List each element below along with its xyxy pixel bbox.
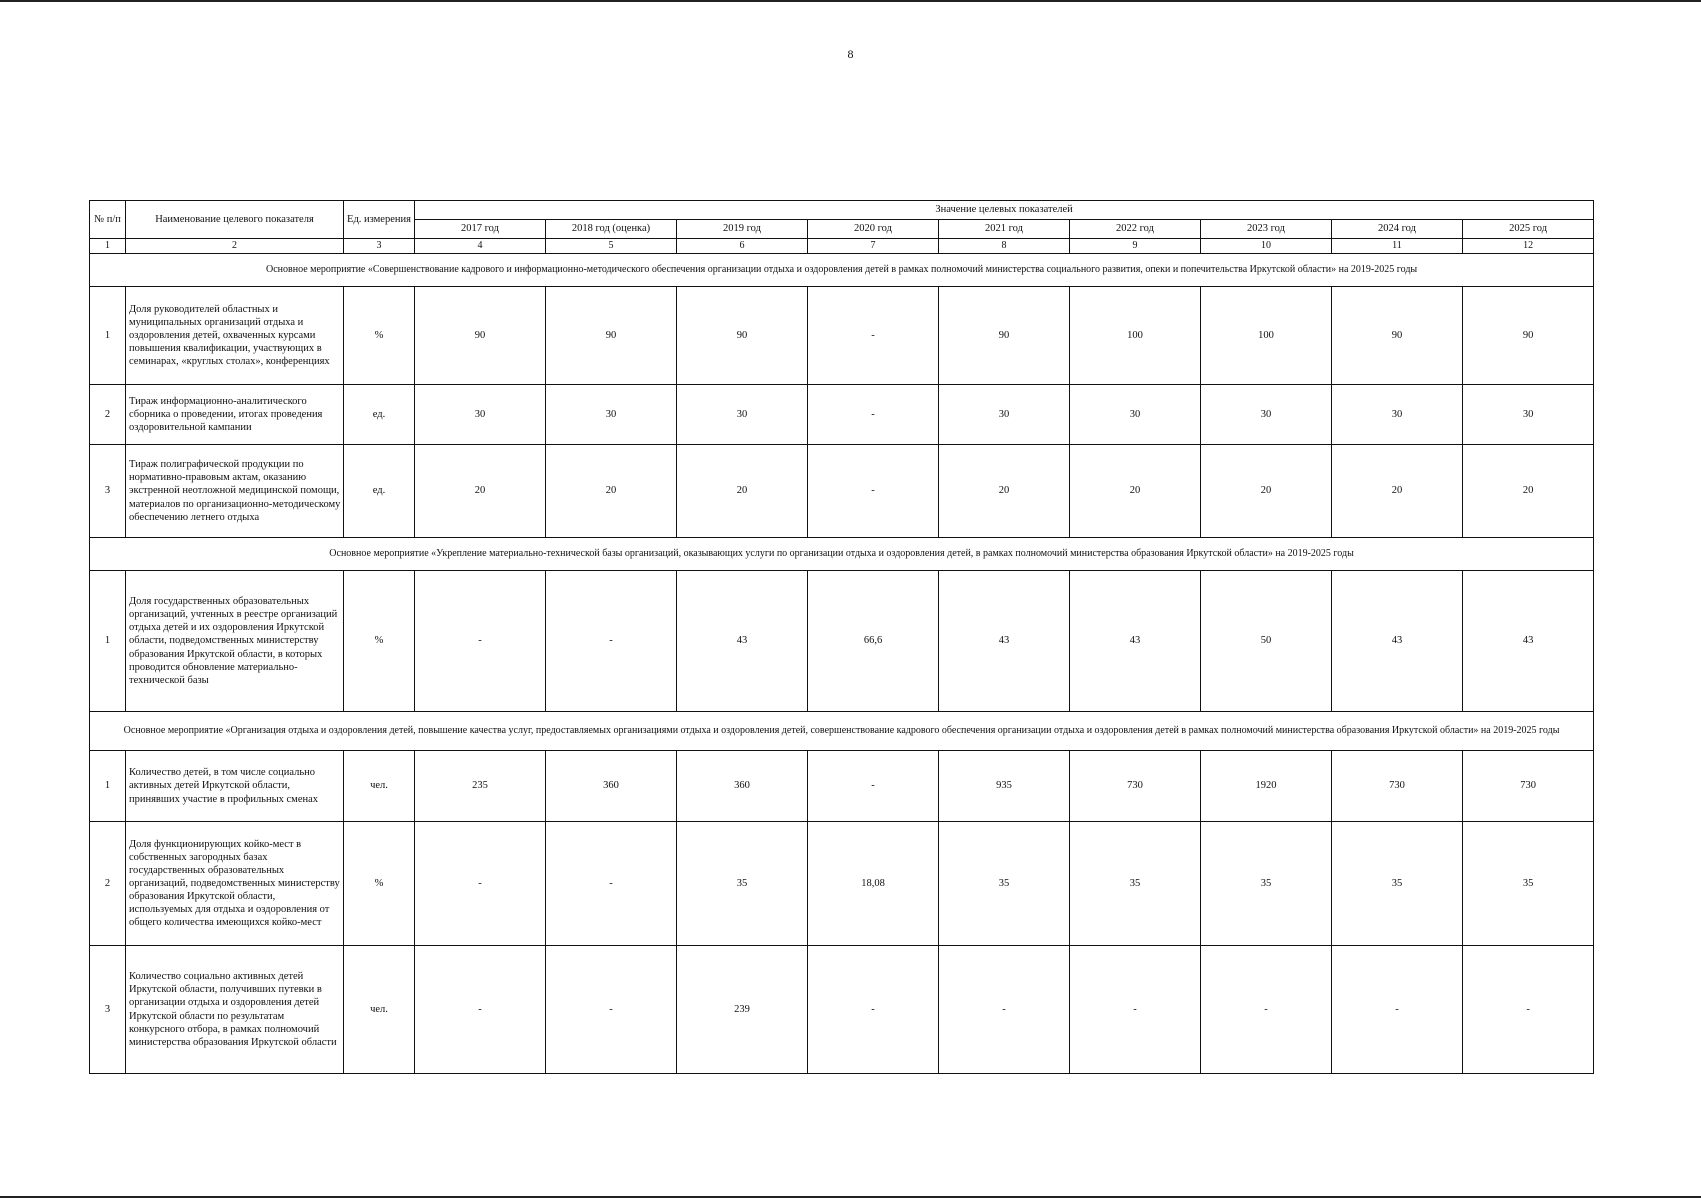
value-cell: -	[546, 822, 677, 946]
value-cell: 35	[1070, 822, 1201, 946]
header-values: Значение целевых показателей	[415, 201, 1594, 220]
value-cell: 20	[1201, 445, 1332, 538]
value-cell: 100	[1201, 287, 1332, 385]
value-cell: -	[415, 822, 546, 946]
column-number: 3	[344, 239, 415, 254]
row-number: 1	[90, 571, 126, 712]
table-row	[90, 946, 1594, 1074]
indicator-name: Доля руководителей областных и муниципальных организаций отдыха и оздоровления детей, охваченных курсами повышения квалификации, участвующих в семинарах, «круглых столах», конференциях	[126, 287, 344, 385]
value-cell: 730	[1070, 751, 1201, 822]
column-number: 4	[415, 239, 546, 254]
row-number: 1	[90, 287, 126, 385]
value-cell: 20	[1332, 445, 1463, 538]
unit: %	[344, 822, 415, 946]
header-year: 2017 год	[415, 220, 546, 239]
value-cell: 35	[677, 822, 808, 946]
column-number: 8	[939, 239, 1070, 254]
value-cell: 43	[939, 571, 1070, 712]
value-cell: 35	[939, 822, 1070, 946]
indicators-table	[89, 200, 1594, 1074]
column-number: 2	[126, 239, 344, 254]
indicator-name: Количество социально активных детей Иркутской области, получивших путевки в организации отдыха и оздоровления детей Иркутской области по результатам конкурсного отбора, в рамках полномочий министерства образования Иркутской области	[126, 946, 344, 1074]
value-cell: 50	[1201, 571, 1332, 712]
value-cell: 43	[677, 571, 808, 712]
table-row	[90, 385, 1594, 445]
indicator-name: Количество детей, в том числе социально активных детей Иркутской области, принявших участие в профильных сменах	[126, 751, 344, 822]
column-number: 9	[1070, 239, 1201, 254]
indicator-name: Тираж информационно-аналитического сборника о проведении, итогах проведения оздоровительной кампании	[126, 385, 344, 445]
header-year: 2025 год	[1463, 220, 1594, 239]
value-cell: 90	[939, 287, 1070, 385]
value-cell: 20	[546, 445, 677, 538]
value-cell: 30	[677, 385, 808, 445]
value-cell: 20	[1463, 445, 1594, 538]
value-cell: 18,08	[808, 822, 939, 946]
column-number: 5	[546, 239, 677, 254]
column-number: 7	[808, 239, 939, 254]
unit: ед.	[344, 385, 415, 445]
value-cell: 30	[1332, 385, 1463, 445]
section-title: Основное мероприятие «Укрепление материально-технической базы организаций, оказывающих услуги по организации отдыха и оздоровления детей, в рамках полномочий министерства образования Иркутской области» на 2019-2025 годы	[90, 538, 1594, 571]
header-year: 2022 год	[1070, 220, 1201, 239]
table-row	[90, 822, 1594, 946]
header-year: 2023 год	[1201, 220, 1332, 239]
value-cell: -	[415, 571, 546, 712]
value-cell: 90	[1463, 287, 1594, 385]
value-cell: 43	[1463, 571, 1594, 712]
value-cell: 30	[1070, 385, 1201, 445]
indicator-name: Тираж полиграфической продукции по нормативно-правовым актам, оказанию экстренной неотложной медицинской помощи, материалов по организационно-методическому обеспечению летнего отдыха	[126, 445, 344, 538]
value-cell: 35	[1463, 822, 1594, 946]
value-cell: 20	[677, 445, 808, 538]
header-year: 2019 год	[677, 220, 808, 239]
row-number: 2	[90, 385, 126, 445]
column-number: 12	[1463, 239, 1594, 254]
header-name: Наименование целевого показателя	[126, 201, 344, 239]
page-number: 8	[847, 47, 854, 61]
value-cell: 1920	[1201, 751, 1332, 822]
value-cell: 730	[1332, 751, 1463, 822]
row-number: 3	[90, 946, 126, 1074]
column-number: 6	[677, 239, 808, 254]
value-cell: -	[1201, 946, 1332, 1074]
value-cell: -	[1332, 946, 1463, 1074]
value-cell: 935	[939, 751, 1070, 822]
value-cell: 20	[1070, 445, 1201, 538]
value-cell: 235	[415, 751, 546, 822]
unit: %	[344, 287, 415, 385]
value-cell: 35	[1201, 822, 1332, 946]
section-title: Основное мероприятие «Организация отдыха и оздоровления детей, повышение качества услуг, предоставляемых организациями отдыха и оздоровления детей, совершенствование кадрового обеспечения организации отдыха и оздоровления детей в рамках полномочий министерства образования Иркутской области» на 2019-2025 годы	[90, 712, 1594, 751]
column-number: 10	[1201, 239, 1332, 254]
value-cell: -	[808, 445, 939, 538]
value-cell: -	[546, 946, 677, 1074]
row-number: 1	[90, 751, 126, 822]
column-number: 11	[1332, 239, 1463, 254]
value-cell: 30	[1463, 385, 1594, 445]
unit: ед.	[344, 445, 415, 538]
value-cell: -	[1070, 946, 1201, 1074]
row-number: 2	[90, 822, 126, 946]
value-cell: -	[1463, 946, 1594, 1074]
value-cell: 30	[415, 385, 546, 445]
value-cell: 43	[1070, 571, 1201, 712]
value-cell: -	[808, 385, 939, 445]
header-unit: Ед. измерения	[344, 201, 415, 239]
value-cell: 20	[939, 445, 1070, 538]
value-cell: 66,6	[808, 571, 939, 712]
indicator-name: Доля государственных образовательных организаций, учтенных в реестре организаций отдыха детей и их оздоровления Иркутской области, подведомственных министерству образования Иркутской области, в которых проводится обновление материально-технической базы	[126, 571, 344, 712]
column-number: 1	[90, 239, 126, 254]
value-cell: 30	[546, 385, 677, 445]
section-title: Основное мероприятие «Совершенствование кадрового и информационно-методического обеспечения организации отдыха и оздоровления детей в рамках полномочий министерства социального развития, опеки и попечительства Иркутской области» на 2019-2025 годы	[90, 254, 1594, 287]
value-cell: 360	[546, 751, 677, 822]
table-row	[90, 287, 1594, 385]
value-cell: 360	[677, 751, 808, 822]
value-cell: 30	[1201, 385, 1332, 445]
header-year: 2021 год	[939, 220, 1070, 239]
value-cell: -	[808, 751, 939, 822]
scan-border-top	[0, 0, 1701, 2]
header-year: 2018 год (оценка)	[546, 220, 677, 239]
scan-border-bottom	[0, 1196, 1701, 1198]
value-cell: 35	[1332, 822, 1463, 946]
header-year: 2020 год	[808, 220, 939, 239]
value-cell: 90	[415, 287, 546, 385]
value-cell: 100	[1070, 287, 1201, 385]
value-cell: -	[415, 946, 546, 1074]
value-cell: 90	[677, 287, 808, 385]
value-cell: 730	[1463, 751, 1594, 822]
unit: чел.	[344, 751, 415, 822]
table-row	[90, 571, 1594, 712]
value-cell: 43	[1332, 571, 1463, 712]
value-cell: 90	[1332, 287, 1463, 385]
value-cell: 239	[677, 946, 808, 1074]
table-row	[90, 445, 1594, 538]
unit: %	[344, 571, 415, 712]
header-num: № п/п	[90, 201, 126, 239]
table-row	[90, 751, 1594, 822]
header-year: 2024 год	[1332, 220, 1463, 239]
value-cell: 90	[546, 287, 677, 385]
row-number: 3	[90, 445, 126, 538]
indicator-name: Доля функционирующих койко-мест в собственных загородных базах государственных образовательных организаций, подведомственных министерству образования Иркутской области, используемых для отдыха и оздоровления от общего количества имеющихся койко-мест	[126, 822, 344, 946]
value-cell: 20	[415, 445, 546, 538]
value-cell: 30	[939, 385, 1070, 445]
unit: чел.	[344, 946, 415, 1074]
value-cell: -	[546, 571, 677, 712]
value-cell: -	[808, 946, 939, 1074]
value-cell: -	[939, 946, 1070, 1074]
value-cell: -	[808, 287, 939, 385]
